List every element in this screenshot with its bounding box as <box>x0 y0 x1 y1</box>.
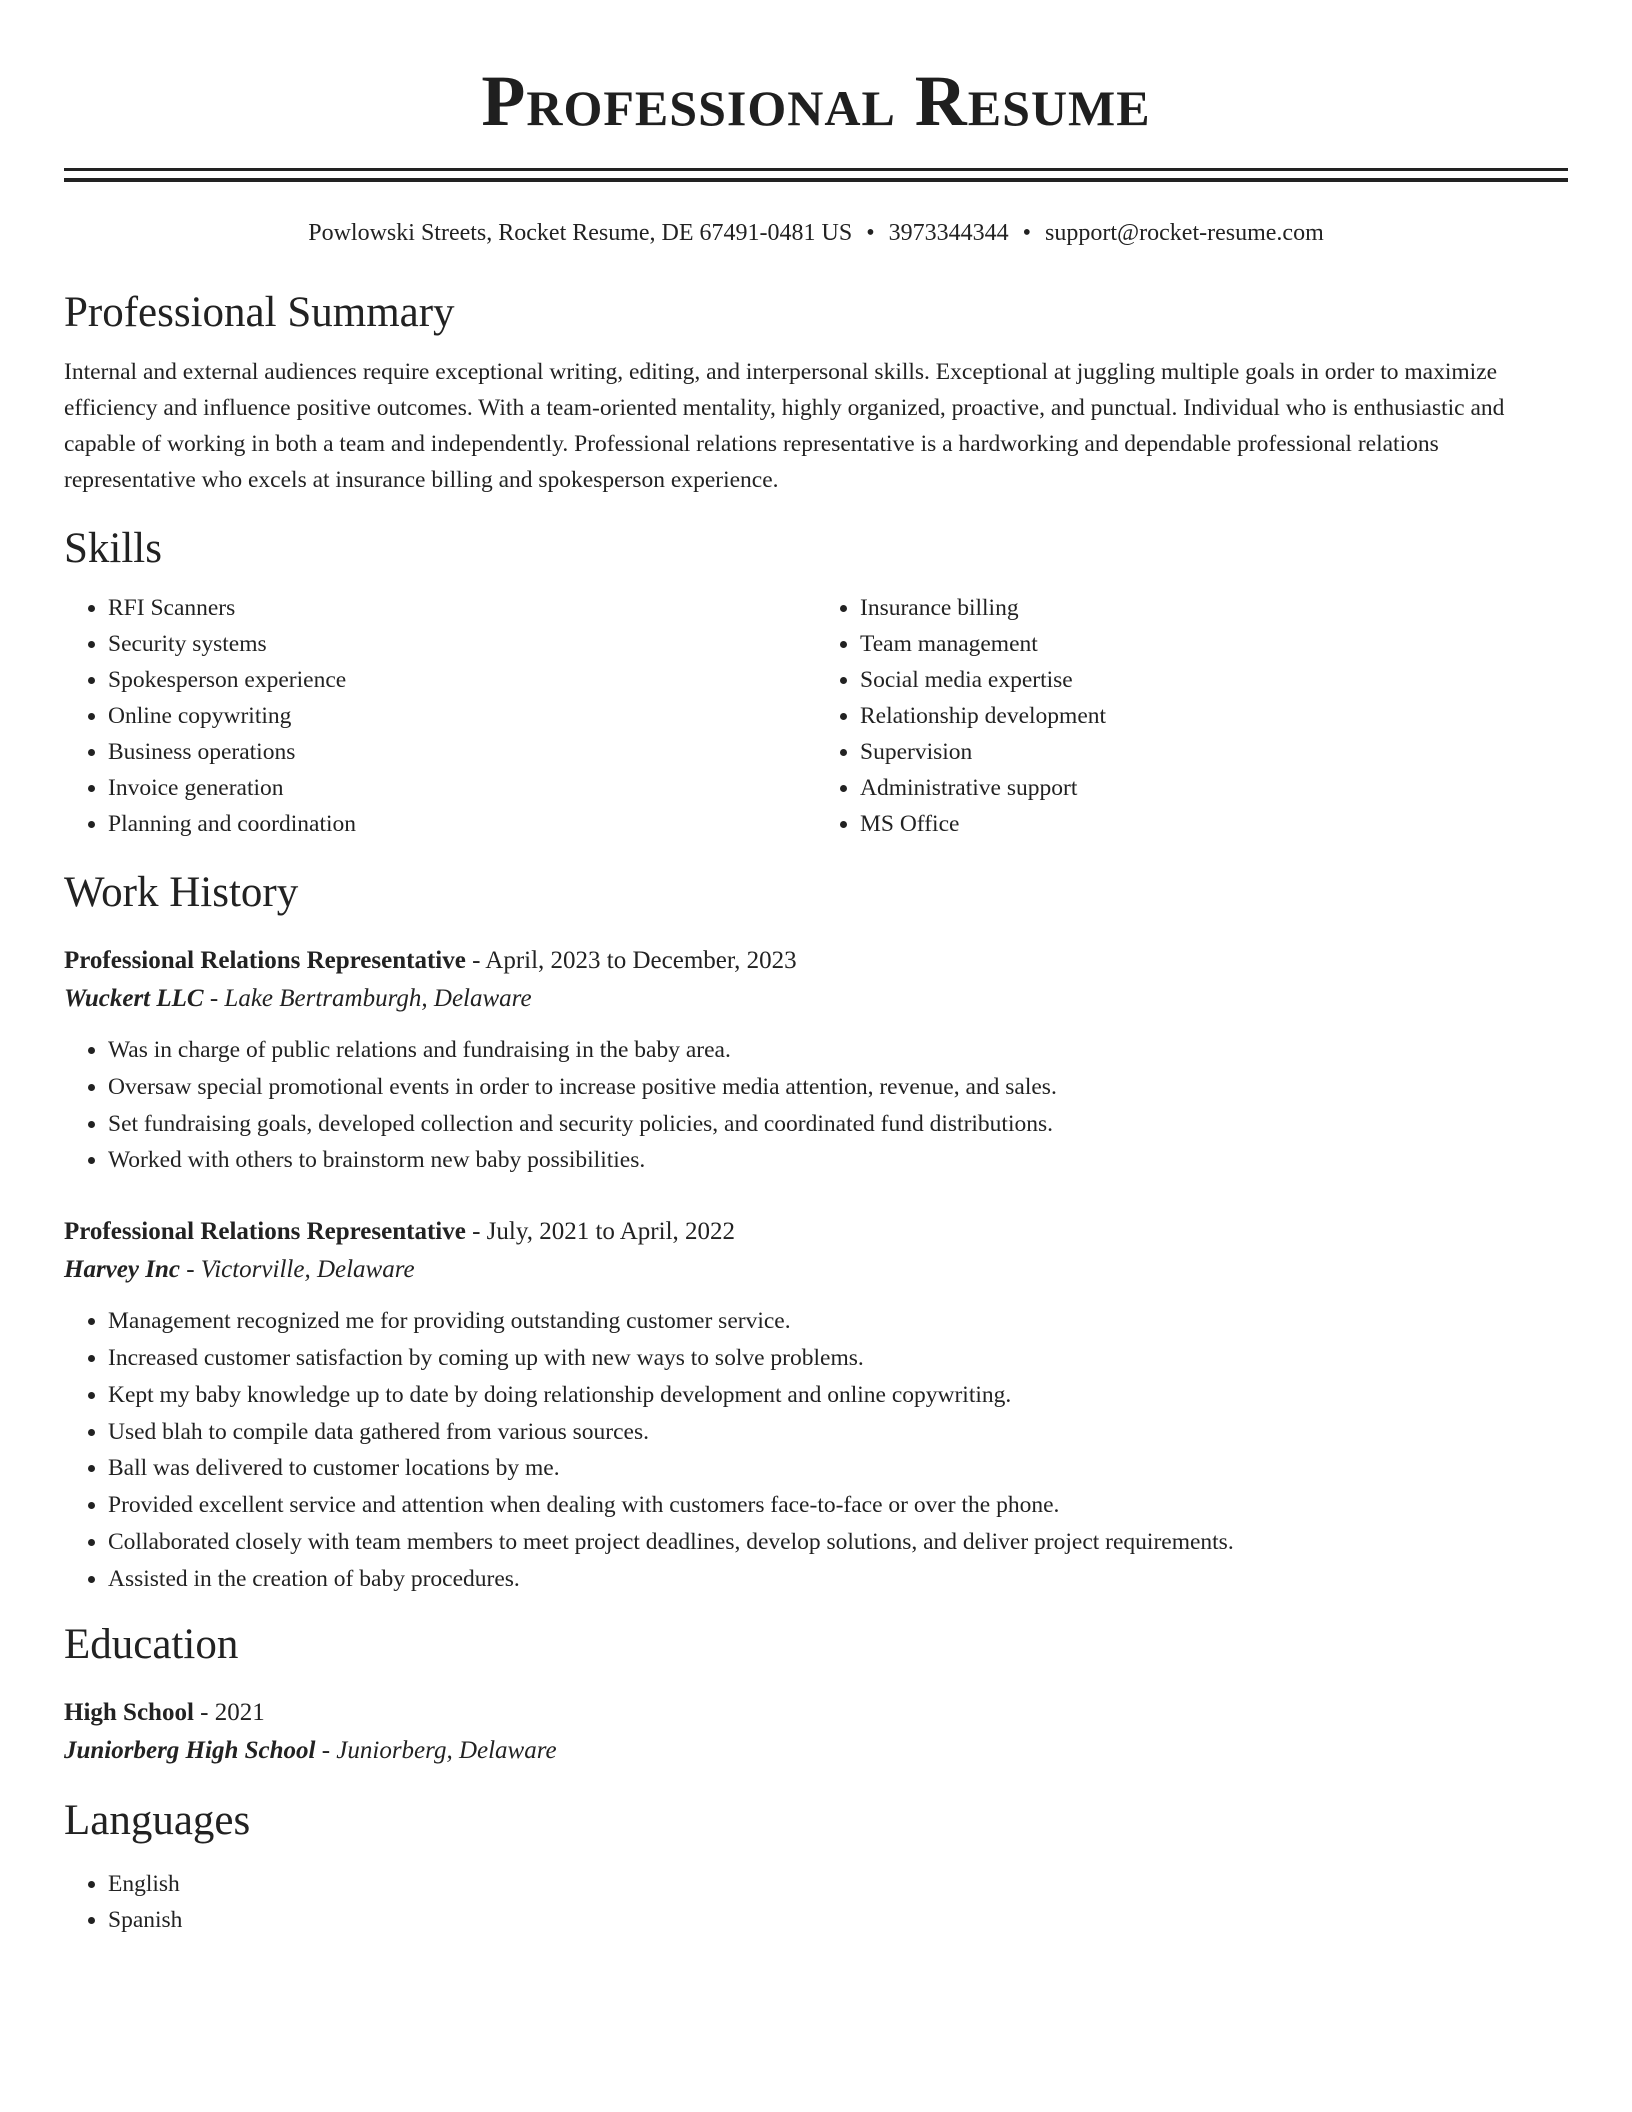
job-title: Professional Relations Representative <box>64 1218 466 1246</box>
languages-section <box>64 1796 1568 1938</box>
job-bullet: • Provided excellent service and attention when dealing with customers face-to-face or over the phone. <box>108 1487 1568 1524</box>
job-entry <box>64 1213 1568 1597</box>
skills-columns <box>64 590 1568 842</box>
summary-text: Internal and external audiences require exceptional writing, editing, and interpersonal skills. Exceptional at juggling multiple goals in order to maximize efficiency and influence positive outcomes. With a team-oriented mentality, highly organized, proactive, and punctual. Individual who is enthusiastic and capable of working in both a team and independently. Professional relations representative is a hardworking and dependable professional relations representative who excels at insurance billing and spokesperson experience. <box>64 359 1505 493</box>
skills-section <box>64 524 1568 842</box>
education-degree: High School <box>64 1698 194 1726</box>
education-year: - 2021 <box>193 1698 265 1726</box>
education-school: Juniorberg High School <box>64 1736 316 1764</box>
skill-item: • Online copywriting <box>108 698 816 734</box>
contact-separator: • <box>1022 220 1032 246</box>
job-location: - Victorville, Delaware <box>179 1256 415 1284</box>
summary-heading: Professional Summary <box>64 289 455 336</box>
education-school-line <box>64 1732 1568 1770</box>
job-dates: - April, 2023 to December, 2023 <box>465 947 797 974</box>
contact-phone: 3973344344 <box>888 220 1009 246</box>
skills-list-left <box>64 590 816 842</box>
job-bullet: • Was in charge of public relations and fundraising in the baby area. <box>108 1032 1568 1069</box>
job-bullet: • Collaborated closely with team members to meet project deadlines, develop solutions, and deliver project requirements. <box>108 1524 1568 1561</box>
job-bullet: • Worked with others to brainstorm new baby possibilities. <box>108 1142 1568 1179</box>
job-bullets <box>64 1032 1568 1179</box>
job-bullet: • Kept my baby knowledge up to date by doing relationship development and online copywriting. <box>108 1377 1568 1414</box>
skill-item: • Social media expertise <box>860 662 1568 698</box>
job-company: Wuckert LLC <box>64 985 204 1012</box>
job-bullet: • Used blah to compile data gathered from various sources. <box>108 1414 1568 1451</box>
education-degree-line <box>64 1694 1568 1732</box>
job-header <box>64 1213 1568 1251</box>
education-section <box>64 1620 1568 1770</box>
contact-address: Powlowski Streets, Rocket Resume, DE 67491-0481 US <box>308 220 853 246</box>
job-employer <box>64 980 1568 1018</box>
job-title: Professional Relations Representative <box>64 947 466 974</box>
job-header <box>64 942 1568 980</box>
job-bullet: • Increased customer satisfaction by coming up with new ways to solve problems. <box>108 1340 1568 1377</box>
job-bullet: • Ball was delivered to customer locations by me. <box>108 1450 1568 1487</box>
skills-list-right <box>816 590 1568 842</box>
skill-item: • MS Office <box>860 806 1568 842</box>
skills-heading: Skills <box>64 525 162 572</box>
skill-item: • Insurance billing <box>860 590 1568 626</box>
work-history-section <box>64 868 1568 1598</box>
skill-item: • Security systems <box>108 626 816 662</box>
skill-item: • Relationship development <box>860 698 1568 734</box>
skill-item: • Supervision <box>860 734 1568 770</box>
job-dates: - July, 2021 to April, 2022 <box>465 1218 736 1246</box>
education-heading: Education <box>64 1620 239 1668</box>
job-entry <box>64 942 1568 1179</box>
job-bullet: • Set fundraising goals, developed collection and security policies, and coordinated fund distributions. <box>108 1106 1568 1143</box>
title-divider-bottom <box>64 178 1568 182</box>
job-employer <box>64 1251 1568 1289</box>
job-bullet: • Oversaw special promotional events in order to increase positive media attention, revenue, and sales. <box>108 1069 1568 1106</box>
education-location: - Juniorberg, Delaware <box>315 1736 557 1764</box>
languages-heading: Languages <box>64 1796 251 1844</box>
skill-item: • Administrative support <box>860 770 1568 806</box>
job-bullets <box>64 1303 1568 1597</box>
resume-title: Professional Resume <box>481 61 1151 141</box>
summary-section <box>64 288 1568 498</box>
work-history-heading: Work History <box>64 869 299 916</box>
skill-item: • Team management <box>860 626 1568 662</box>
skill-item: • Invoice generation <box>108 770 816 806</box>
job-company: Harvey Inc <box>64 1256 180 1284</box>
skill-item: • Spokesperson experience <box>108 662 816 698</box>
contact-line <box>64 218 1568 248</box>
skill-item: • RFI Scanners <box>108 590 816 626</box>
contact-separator: • <box>866 220 875 246</box>
language-item: • English <box>108 1866 1568 1902</box>
skill-item: • Business operations <box>108 734 816 770</box>
job-bullet: • Management recognized me for providing outstanding customer service. <box>108 1303 1568 1340</box>
contact-email: support@rocket-resume.com <box>1045 220 1324 246</box>
title-divider-top <box>64 168 1568 171</box>
languages-list <box>64 1866 1568 1938</box>
skill-item: • Planning and coordination <box>108 806 816 842</box>
job-location: - Lake Bertramburgh, Delaware <box>203 985 532 1012</box>
language-item: • Spanish <box>108 1902 1568 1938</box>
job-bullet: • Assisted in the creation of baby procedures. <box>108 1561 1568 1598</box>
